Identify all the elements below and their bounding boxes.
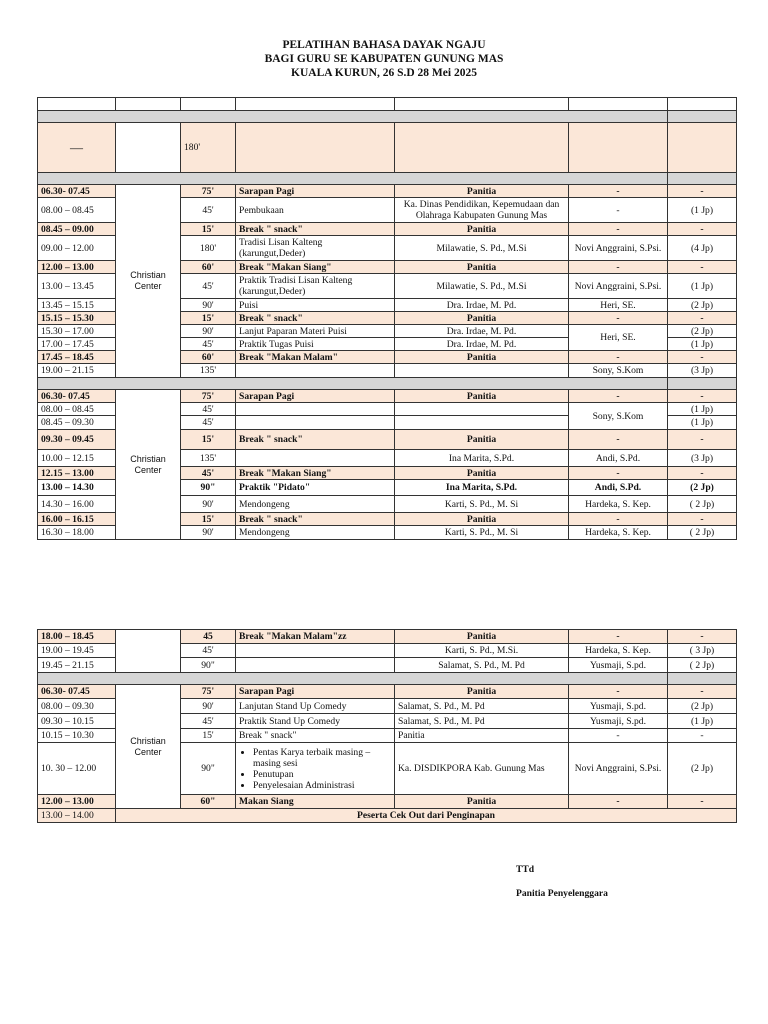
- table-row: 16.00 – 16.15 15' Break " snack" Panitia - -: [38, 513, 737, 526]
- table-row: 17.00 – 17.45 45' Praktik Tugas Puisi Dra. Irdae, M. Pd. (1 Jp): [38, 338, 737, 351]
- title-line-1: PELATIHAN BAHASA DAYAK NGAJU: [282, 39, 486, 51]
- table-row: 06.30- 07.45 Christian Center 75' Sarapan Pagi Panitia - -: [38, 685, 737, 699]
- table-row: 19.00 – 21.15 135' Sony, S.Kom (3 Jp): [38, 364, 737, 378]
- dash-cell: —: [38, 123, 116, 173]
- table-row: 13.45 – 15.15 90' Puisi Dra. Irdae, M. Pd. Heri, SE. (2 Jp): [38, 299, 737, 312]
- title-line-3: KUALA KURUN, 26 S.D 28 Mei 2025: [291, 67, 477, 79]
- table-row: 10. 30 – 12.00 90" • Pentas Karya terbaik masing – masing sesi • Penutupan • Penyelesaian Administrasi Ka. DISDIKPORA Kab. Gunung Mas Novi Anggraini, S.Psi. (2 Jp): [38, 743, 737, 795]
- closing-activities: [236, 743, 395, 795]
- table-row: 15.15 – 15.30 15' Break " snack" Panitia - -: [38, 312, 737, 325]
- table-row: 08.00 – 08.45 45' Pembukaan Ka. Dinas Pendidikan, Kepemudaan dan Olahraga Kabupaten Gunung Mas - (1 Jp): [38, 198, 737, 223]
- table-row: 10.00 – 12.15 135' Ina Marita, S.Pd. Andi, S.Pd. (3 Jp): [38, 450, 737, 467]
- table-row: 10.15 – 10.30 15' Break " snack" Panitia - -: [38, 729, 737, 743]
- table-row: 13.00 – 13.45 45' Praktik Tradisi Lisan Kalteng (karungut,Deder) Milawatie, S. Pd., M.Si Novi Anggraini, S.Psi. (1 Jp): [38, 274, 737, 299]
- table-row: 08.00 – 08.45 45' Sony, S.Kom (1 Jp): [38, 403, 737, 416]
- list-item: • Pentas Karya terbaik masing – masing sesi: [253, 747, 391, 769]
- table-row: 13.00 – 14.30 90" Praktik "Pidato" Ina Marita, S.Pd. Andi, S.Pd. (2 Jp): [38, 480, 737, 496]
- table-row: 14.30 – 16.00 90' Mendongeng Karti, S. Pd., M. Si Hardeka, S. Kep. ( 2 Jp): [38, 496, 737, 513]
- schedule-table-1: [37, 97, 737, 540]
- schedule-table-2: [37, 629, 737, 823]
- table-row: [38, 123, 737, 173]
- table-row: 08.45 – 09.00 15' Break " snack" Panitia - -: [38, 223, 737, 236]
- table-row: 06.30- 07.45 Christian Center 75' Sarapan Pagi Panitia - -: [38, 185, 737, 198]
- duration-cell: 180': [181, 123, 236, 173]
- table-row: 12.15 – 13.00 45' Break "Makan Siang" Panitia - -: [38, 467, 737, 480]
- title-line-2: BAGI GURU SE KABUPATEN GUNUNG MAS: [264, 53, 504, 65]
- table-row: 06.30- 07.45 Christian Center 75' Sarapan Pagi Panitia - -: [38, 390, 737, 403]
- table-row: 16.30 – 18.00 90' Mendongeng Karti, S. Pd., M. Si Hardeka, S. Kep. ( 2 Jp): [38, 526, 737, 540]
- table-row: 19.45 – 21.15 90" Salamat, S. Pd., M. Pd Yusmaji, S.pd. ( 2 Jp): [38, 658, 737, 673]
- table-row: 13.00 – 14.00 Peserta Cek Out dari Penginapan: [38, 809, 737, 823]
- table-row: 12.00 – 13.00 60" Makan Siang Panitia - -: [38, 795, 737, 809]
- signature-ttd: TTd: [516, 864, 535, 875]
- table-row: 15.30 – 17.00 90' Lanjut Paparan Materi Puisi Dra. Irdae, M. Pd. Heri, SE. (2 Jp): [38, 325, 737, 338]
- table-row: 12.00 – 13.00 60' Break "Makan Siang" Panitia - -: [38, 261, 737, 274]
- day-separator: [38, 111, 737, 123]
- day-separator: [38, 378, 737, 390]
- table-row: 08.45 – 09.30 45' (1 Jp): [38, 416, 737, 430]
- venue-cell: Christian Center: [116, 390, 181, 540]
- day-separator: [38, 673, 737, 685]
- table-row: 09.00 – 12.00 180' Tradisi Lisan Kalteng (karungut,Deder) Milawatie, S. Pd., M.Si Novi Anggraini, S.Psi. (4 Jp): [38, 236, 737, 261]
- signature-organizer: Panitia Penyelenggara: [516, 888, 608, 899]
- list-item: • Penyelesaian Administrasi: [253, 780, 391, 791]
- document-title: [0, 38, 768, 80]
- venue-cell: Christian Center: [116, 685, 181, 809]
- table-row: 09.30 – 10.15 45' Praktik Stand Up Comedy Salamat, S. Pd., M. Pd Yusmaji, S.pd. (1 Jp): [38, 714, 737, 729]
- table-row: 18.00 – 18.45 45 Break "Makan Malam"zz Panitia - -: [38, 630, 737, 644]
- table-row: 17.45 – 18.45 60' Break "Makan Malam" Panitia - -: [38, 351, 737, 364]
- table-row: 19.00 – 19.45 45' Karti, S. Pd., M.Si. Hardeka, S. Kep. ( 3 Jp): [38, 644, 737, 658]
- checkout-note: Peserta Cek Out dari Penginapan: [116, 809, 737, 823]
- table-row: 08.00 – 09.30 90' Lanjutan Stand Up Comedy Salamat, S. Pd., M. Pd Yusmaji, S.pd. (2 Jp): [38, 699, 737, 714]
- table-row: 09.30 – 09.45 15' Break " snack" Panitia - -: [38, 430, 737, 450]
- header-row: [38, 98, 737, 111]
- venue-cell: Christian Center: [116, 185, 181, 378]
- list-item: • Penutupan: [253, 769, 391, 780]
- day-separator: [38, 173, 737, 185]
